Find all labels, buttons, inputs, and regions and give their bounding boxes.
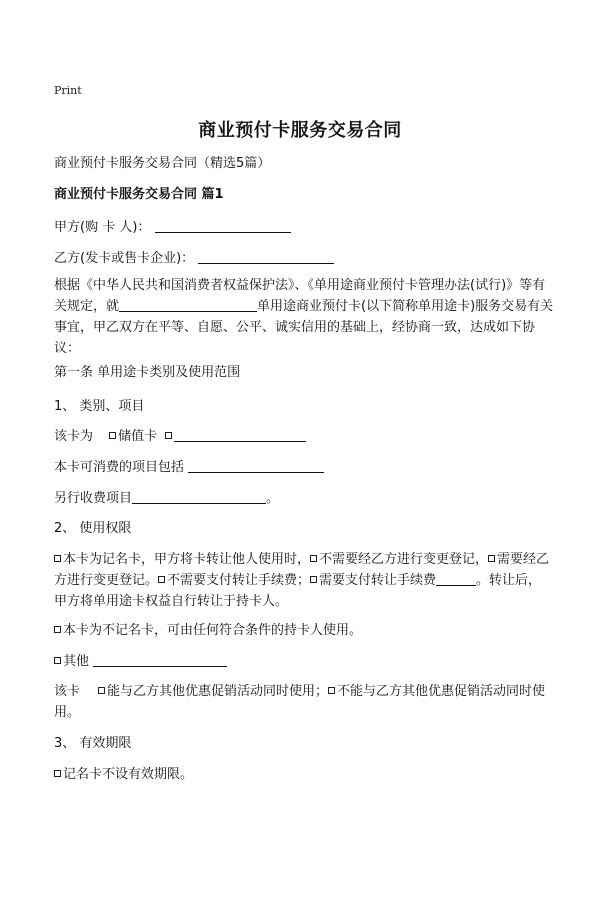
validity-text: 记名卡不设有效期限。: [63, 767, 194, 782]
checkbox-no-change-registration[interactable]: [310, 555, 317, 562]
registered-text-d: 不需要支付转让手续费；: [167, 573, 311, 588]
item-1-heading: 1、 类别、项目: [54, 399, 145, 414]
page-title: 商业预付卡服务交易合同: [198, 120, 402, 141]
items-line: [54, 457, 554, 478]
party-b-label: 乙方(发卡或售卡企业)：: [54, 251, 195, 266]
registered-text-b: 不需要经乙方进行变更登记，: [319, 552, 489, 567]
promo-paragraph: [54, 681, 554, 723]
promo-prefix: 该卡: [54, 684, 81, 699]
item-3-heading: 3、 有效期限: [54, 736, 132, 751]
validity-line: [54, 764, 554, 785]
checkbox-promo-not-allowed[interactable]: [328, 687, 335, 694]
unregistered-text: 本卡为不记名卡，可由任何符合条件的持卡人使用。: [63, 623, 363, 638]
extra-fee-line: [54, 488, 554, 509]
article-1-heading: 第一条 单用途卡类别及使用范围: [54, 365, 241, 380]
checkbox-registered[interactable]: [54, 555, 61, 562]
subtitle: 商业预付卡服务交易合同（精选5篇）: [54, 156, 271, 171]
other-line: [54, 651, 554, 672]
checkbox-transfer-fee[interactable]: [310, 576, 317, 583]
item-2-heading: 2、 使用权限: [54, 521, 132, 536]
card-type-line: [54, 426, 554, 447]
intro-text-1: 根据《中华人民共和国消费者权益保护法》、《单用途商业预付卡管理办法(试行)》等有关规定，就: [54, 278, 546, 314]
checkbox-card-other[interactable]: [165, 432, 172, 439]
intro-paragraph: [54, 275, 554, 359]
transfer-fee-blank: [436, 571, 476, 586]
extra-fee-period: 。: [266, 491, 280, 506]
registered-text-f: 。转让后，甲方将单用途卡权益自行转让于持卡人。: [54, 573, 542, 609]
items-label: 本卡可消费的项目包括: [54, 460, 185, 475]
extra-fee-blank: [132, 489, 266, 504]
print-link[interactable]: Print: [54, 84, 82, 97]
party-a-blank: [155, 218, 291, 233]
extra-fee-label: 另行收费项目: [54, 491, 133, 506]
promo-text-a: 能与乙方其他优惠促销活动同时使用；: [107, 684, 329, 699]
intro-text-2: 单用途商业预付卡(以下简称单用途卡)服务交易有关事宜，甲乙双方在平等、自愿、公平、诚实信用的基础上，经协商一致，达成如下协议：: [54, 299, 554, 356]
checkbox-stored-value[interactable]: [109, 432, 116, 439]
unregistered-line: [54, 620, 554, 641]
checkbox-unregistered[interactable]: [54, 626, 61, 633]
party-b-line: [54, 248, 554, 269]
party-b-blank: [198, 249, 334, 264]
registered-text-c: 需要经乙方进行变更登记。: [54, 552, 550, 588]
checkbox-promo-allowed[interactable]: [98, 687, 105, 694]
registered-text-a: 本卡为记名卡，甲方将卡转让他人使用时，: [63, 552, 311, 567]
party-a-line: [54, 217, 554, 238]
registered-text-e: 需要支付转让手续费: [319, 573, 437, 588]
checkbox-no-transfer-fee[interactable]: [158, 576, 165, 583]
section-title: 商业预付卡服务交易合同 篇1: [54, 187, 224, 202]
checkbox-validity[interactable]: [54, 770, 61, 777]
checkbox-other[interactable]: [54, 657, 61, 664]
registered-card-paragraph: [54, 549, 554, 612]
checkbox-need-change-registration[interactable]: [488, 555, 495, 562]
promo-text-b: 不能与乙方其他优惠促销活动同时使用。: [54, 684, 546, 720]
other-label: 其他: [63, 654, 90, 669]
card-is-label: 该卡为: [54, 429, 94, 444]
other-blank: [93, 652, 227, 667]
stored-value-label: 储值卡: [118, 429, 158, 444]
items-blank: [188, 458, 324, 473]
intro-blank: [119, 297, 257, 312]
card-type-blank: [174, 427, 306, 442]
party-a-label: 甲方(购 卡 人)：: [54, 220, 151, 235]
